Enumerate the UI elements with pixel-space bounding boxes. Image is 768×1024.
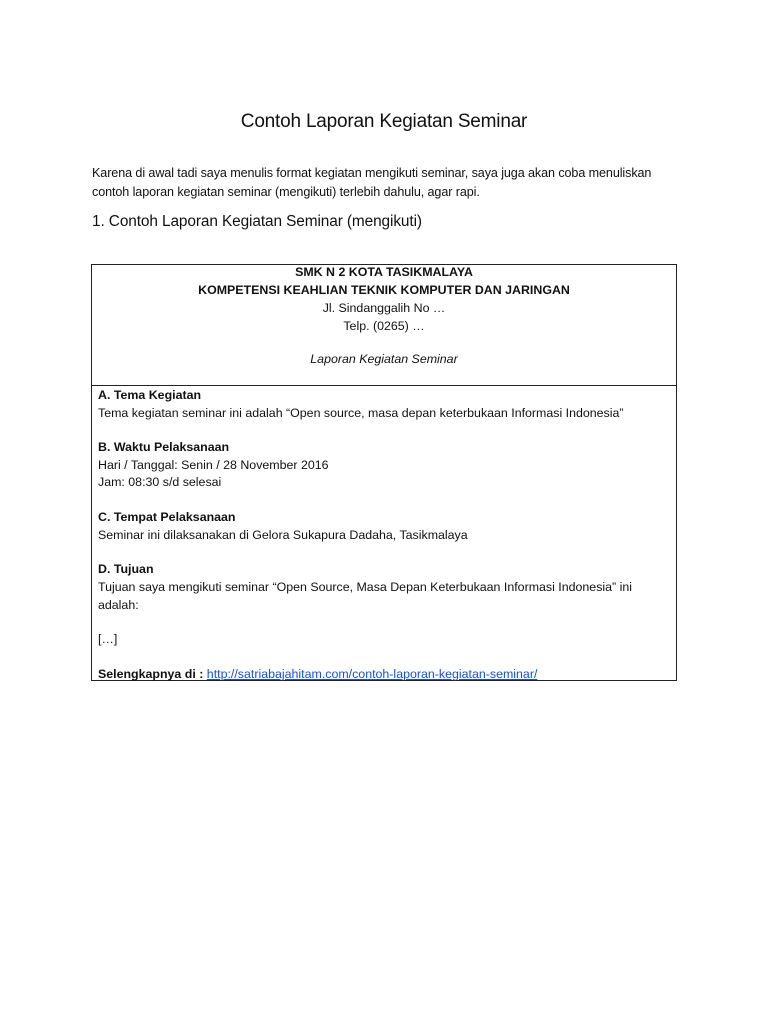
tujuan-line-2: adalah: [98,598,139,612]
waktu-time: Jam: 08:30 s/d selesai [98,475,222,489]
report-header [92,265,676,386]
waktu-date: Hari / Tanggal: Senin / 28 November 2016 [98,458,329,472]
school-phone: Telp. (0265) … [343,319,425,333]
tempat-heading: C. Tempat Pelaksanaan [98,510,236,524]
intro-line-1: Karena di awal tadi saya menulis format kegiatan mengikuti seminar, saya juga akan coba menuliskan [92,166,652,180]
intro-paragraph [92,164,682,202]
tema-text: Tema kegiatan seminar ini adalah “Open source, masa depan keterbukaan Informasi Indonesia” [98,406,624,420]
tema-heading: A. Tema Kegiatan [98,388,202,402]
report-doc-title: Laporan Kegiatan Seminar [310,352,458,366]
intro-line-2: contoh laporan kegiatan seminar (mengikuti) terlebih dahulu, agar rapi. [92,185,480,199]
waktu-heading: B. Waktu Pelaksanaan [98,440,230,454]
ellipsis: […] [98,632,118,646]
tujuan-heading: D. Tujuan [98,562,154,576]
more-label: Selengkapnya di : [98,667,207,681]
section-heading: 1. Contoh Laporan Kegiatan Seminar (mengikuti) [92,213,422,230]
more-line [98,667,537,681]
school-name: SMK N 2 KOTA TASIKMALAYA [295,265,473,279]
tujuan-line-1: Tujuan saya mengikuti seminar “Open Source, Masa Depan Keterbukaan Informasi Indonesia” ini [98,580,632,594]
school-address: Jl. Sindanggalih No … [322,301,446,315]
more-link[interactable]: http://satriabajahitam.com/contoh-laporan-kegiatan-seminar/ [206,667,538,681]
tempat-text: Seminar ini dilaksanakan di Gelora Sukapura Dadaha, Tasikmalaya [98,528,468,542]
program-name: KOMPETENSI KEAHLIAN TEKNIK KOMPUTER DAN JARINGAN [198,283,570,297]
page-title: Contoh Laporan Kegiatan Seminar [240,111,528,132]
report-box [91,264,677,681]
